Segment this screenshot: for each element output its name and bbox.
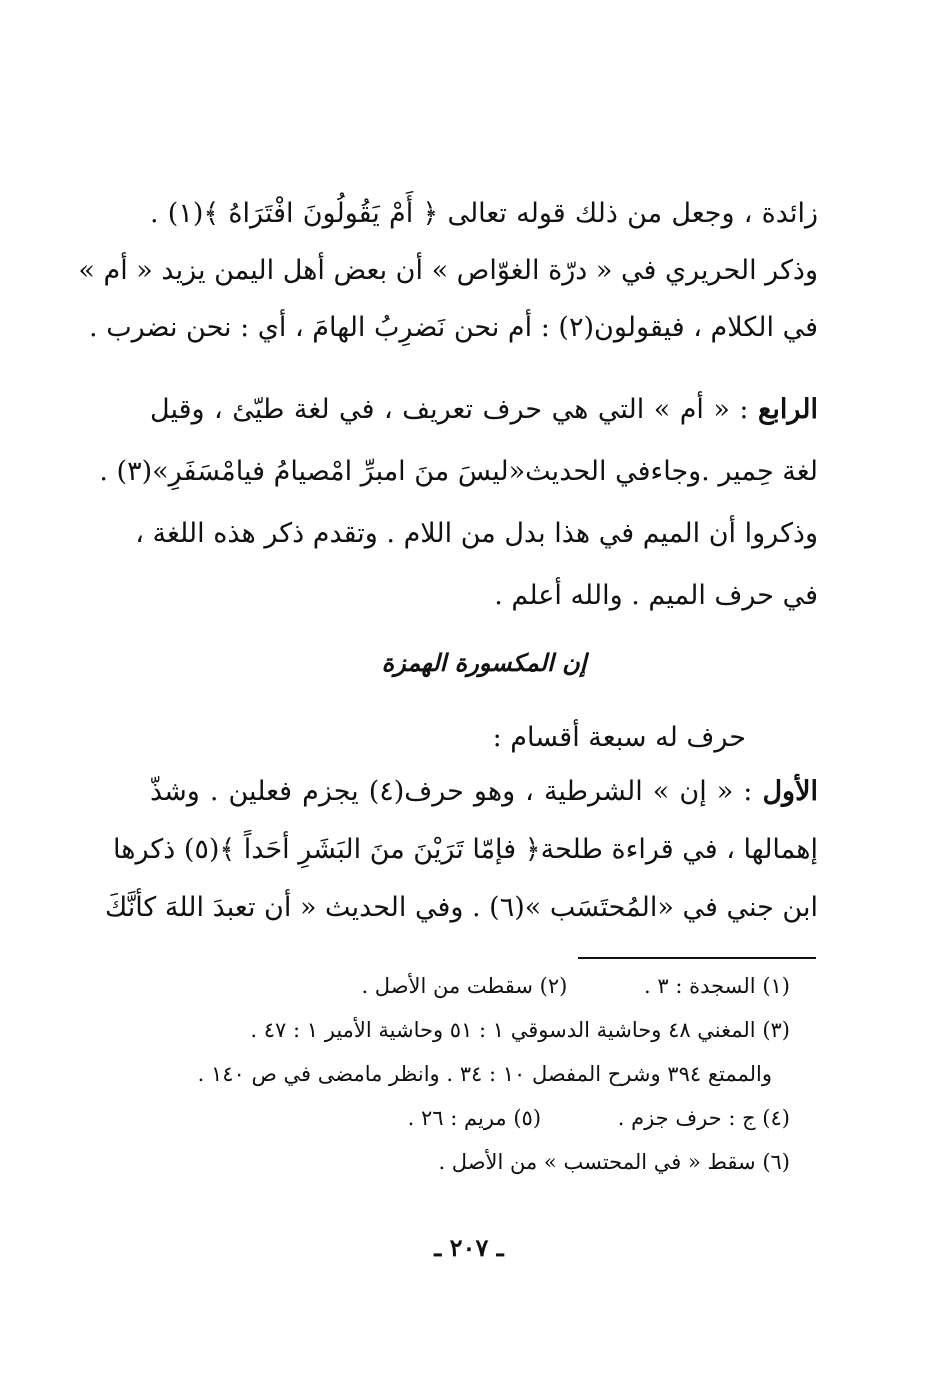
footnote: (٥) مريم : ٢٦ . [407, 1106, 542, 1130]
line-text: : « إن » الشرطية ، وهو حرف(٤) يجزم فعلين . وشذّ [150, 776, 763, 807]
footnote-line [250, 1008, 790, 1052]
footnote-line [198, 1052, 772, 1096]
section-heading: إن المكسورة الهمزة [381, 648, 587, 677]
section-intro: حرف له سبعة أقسام : [492, 722, 746, 753]
text-line [150, 568, 818, 624]
text-line: زائدة ، وجعل من ذلك قوله تعالى ﴿ أَمْ يَقُولُونَ افْتَرَاهُ ﴾(١) . [150, 198, 819, 229]
section-label: الرابع [757, 394, 818, 425]
text-line [150, 382, 818, 438]
text-line [113, 822, 818, 878]
text-line: في الكلام ، فيقولون(٢) : أم نحن نَضرِبُ الهامَ ، أي : نحن نضرب . [89, 312, 818, 343]
text-line [99, 444, 818, 500]
footnote: (٢) سقطت من الأصل . [361, 974, 568, 998]
footnote-line [438, 1140, 790, 1184]
section-label: الأول [762, 776, 818, 807]
footnote-continuation: والممتع ٣٩٤ وشرح المفصل ١٠ : ٣٤ . وانظر مامضى في ص ١٤٠ . [197, 1062, 772, 1086]
page-number: ـ ٢٠٧ ـ [434, 1233, 504, 1262]
line-text: إهمالها ، في قراءة طلحة﴿ فإمّا تَرَيْنَ منَ البَشَرِ أحَداً ﴾(٥) ذكرها [113, 834, 818, 865]
line-text: وذكروا أن الميم في هذا بدل من اللام . وتقدم ذكر هذه اللغة ، [135, 518, 818, 549]
footnote: (٣) المغني ٤٨ وحاشية الدسوقي ١ : ٥١ وحاشية الأمير ١ : ٤٧ . [250, 1018, 790, 1042]
text-line [150, 764, 818, 820]
text-line [135, 506, 818, 562]
line-text: ابن جني في «المُحتَسَب »(٦) . وفي الحديث « أن تعبدَ اللهَ كأنَّكَ [104, 892, 818, 923]
footnote: (٦) سقط « في المحتسب » من الأصل . [438, 1150, 790, 1174]
text-line [104, 880, 818, 936]
footnote-divider [578, 957, 816, 959]
line-text: في حرف الميم . والله أعلم . [494, 580, 818, 611]
footnote-line [361, 964, 790, 1008]
text-line: وذكر الحريري في « درّة الغوّاص » أن بعض أهل اليمن يزيد « أم » [78, 255, 818, 286]
line-text: لغة حِمير .وجاءفي الحديث«ليسَ منَ امبرِّ امْصيامُ فيامْسَفَرِ»(٣) . [99, 456, 818, 487]
line-text: : « أم » التي هي حرف تعريف ، في لغة طيّئ ، وقيل [150, 394, 758, 425]
footnote-line [408, 1096, 790, 1140]
footnote: (٤) ج : حرف جزم . [617, 1106, 790, 1130]
footnote: (١) السجدة : ٣ . [644, 974, 790, 998]
